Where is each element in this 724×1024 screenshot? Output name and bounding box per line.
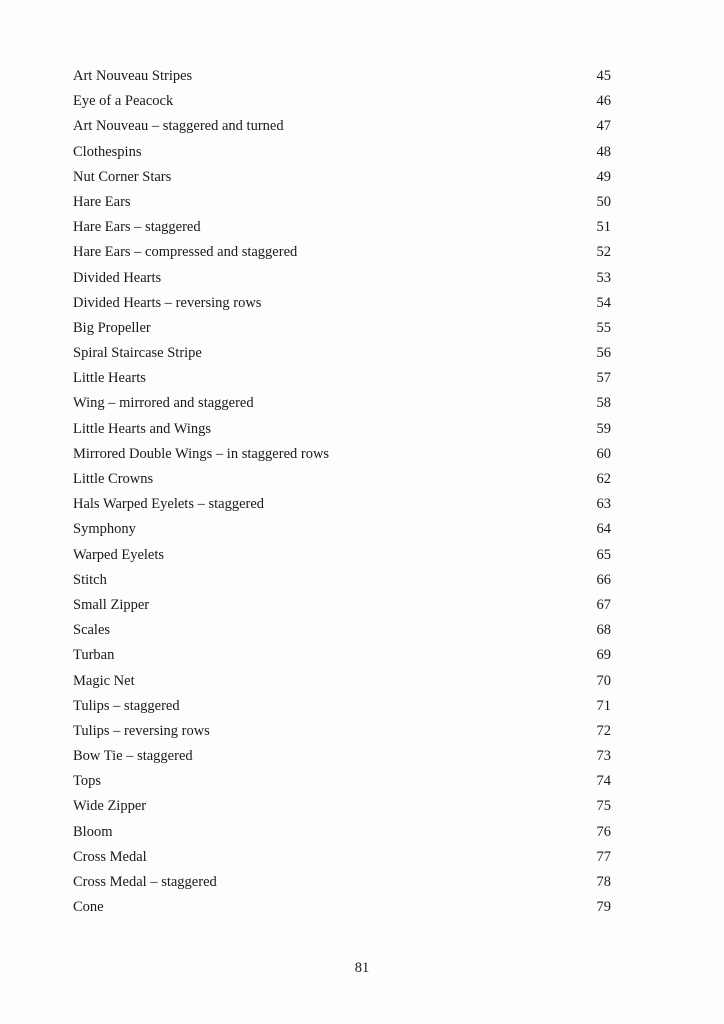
toc-entry — [73, 593, 611, 618]
toc-entry-title: Hals Warped Eyelets – staggered — [73, 496, 265, 513]
toc-entry — [73, 190, 611, 215]
toc-entry-title: Mirrored Double Wings – in staggered rows — [73, 445, 330, 462]
toc-entry-page: 73 — [596, 748, 611, 765]
toc-entry — [73, 568, 611, 593]
toc-entry-title: Bloom — [73, 823, 113, 840]
toc-entry — [73, 417, 611, 442]
toc-entry-title: Hare Ears — [73, 193, 131, 210]
toc-entry-page: 55 — [596, 319, 611, 336]
toc-entry-page: 56 — [596, 345, 611, 362]
toc-entry — [73, 895, 611, 920]
toc-entry — [73, 64, 611, 89]
toc-entry-page: 48 — [596, 143, 611, 160]
toc-entry-page: 63 — [596, 496, 611, 513]
toc-entry — [73, 140, 611, 165]
toc-entry — [73, 114, 611, 139]
toc-entry-title: Art Nouveau Stripes — [73, 68, 193, 84]
toc-entry — [73, 165, 611, 190]
toc-entry-title: Symphony — [73, 521, 136, 538]
toc-entry-page: 66 — [596, 571, 611, 588]
toc-entry-title: Clothespins — [73, 143, 142, 160]
toc-entry-title: Tops — [73, 773, 101, 790]
toc-entry-title: Warped Eyelets — [73, 546, 165, 563]
toc-entry-title: Little Hearts — [73, 370, 146, 387]
toc-entry-page: 50 — [596, 193, 611, 210]
toc-entry-title: Magic Net — [73, 672, 135, 689]
toc-entry — [73, 492, 611, 517]
toc-entry-title: Divided Hearts – reversing rows — [73, 294, 262, 311]
toc-entry — [73, 517, 611, 542]
toc-entry — [73, 442, 611, 467]
toc-entry-title: Hare Ears – staggered — [73, 219, 201, 236]
toc-entry-title: Nut Corner Stars — [73, 168, 172, 185]
toc-entry-page: 70 — [596, 672, 611, 689]
toc-entry-page: 52 — [596, 244, 611, 261]
toc-entry-page: 67 — [596, 596, 611, 613]
toc-entry-page: 47 — [596, 118, 611, 135]
toc-entry-title: Stitch — [73, 571, 107, 588]
toc-entry — [73, 669, 611, 694]
toc-entry — [73, 316, 611, 341]
toc-entry — [73, 845, 611, 870]
toc-entry-page: 62 — [596, 471, 611, 487]
toc-entry — [73, 240, 611, 265]
toc-entry-page: 57 — [596, 370, 611, 387]
toc-entry — [73, 391, 611, 416]
toc-entry-title: Small Zipper — [73, 596, 150, 613]
toc-entry-page: 69 — [596, 647, 611, 664]
toc-entry-title: Hare Ears – compressed and staggered — [73, 244, 298, 261]
toc-entry-page: 79 — [596, 899, 611, 916]
toc-entry — [73, 341, 611, 366]
toc-entry-title: Big Propeller — [73, 319, 151, 336]
toc-entry-title: Art Nouveau – staggered and turned — [73, 118, 284, 135]
toc-entry-title: Scales — [73, 622, 111, 639]
table-of-contents — [73, 64, 611, 920]
toc-entry — [73, 643, 611, 668]
toc-entry — [73, 694, 611, 719]
toc-entry-page: 72 — [596, 722, 611, 739]
toc-entry-title: Wide Zipper — [73, 798, 147, 815]
toc-entry — [73, 794, 611, 819]
toc-entry-title: Turban — [73, 647, 115, 664]
toc-entry-page: 77 — [596, 848, 611, 865]
toc-entry-title: Little Hearts and Wings — [73, 420, 212, 437]
toc-entry — [73, 215, 611, 240]
toc-entry-page: 64 — [596, 521, 611, 538]
toc-entry-page: 58 — [596, 395, 611, 412]
toc-entry-page: 54 — [596, 294, 611, 311]
toc-entry — [73, 266, 611, 291]
toc-entry-title: Eye of a Peacock — [73, 93, 174, 110]
toc-entry-title: Spiral Staircase Stripe — [73, 345, 202, 362]
toc-entry-page: 71 — [596, 697, 611, 714]
toc-entry — [73, 291, 611, 316]
toc-entry-title: Wing – mirrored and staggered — [73, 395, 254, 412]
toc-entry — [73, 769, 611, 794]
toc-entry-title: Cone — [73, 899, 104, 916]
page-number: 81 — [354, 960, 370, 976]
toc-entry-page: 78 — [596, 874, 611, 890]
toc-entry-page: 59 — [596, 420, 611, 437]
toc-entry-title: Cross Medal — [73, 848, 147, 865]
toc-entry-page: 45 — [596, 68, 611, 84]
toc-entry-page: 60 — [596, 445, 611, 462]
toc-entry-page: 76 — [596, 823, 611, 840]
toc-entry — [73, 543, 611, 568]
toc-entry-title: Little Crowns — [73, 471, 154, 487]
toc-entry — [73, 366, 611, 391]
toc-entry-page: 74 — [596, 773, 611, 790]
toc-entry-page: 65 — [596, 546, 611, 563]
toc-entry — [73, 89, 611, 114]
toc-entry — [73, 467, 611, 492]
toc-entry-title: Bow Tie – staggered — [73, 748, 193, 765]
toc-entry-title: Tulips – reversing rows — [73, 722, 210, 739]
toc-entry-page: 46 — [596, 93, 611, 110]
toc-entry — [73, 870, 611, 895]
toc-entry — [73, 719, 611, 744]
toc-entry-title: Divided Hearts — [73, 269, 162, 286]
toc-entry-page: 53 — [596, 269, 611, 286]
toc-entry-page: 75 — [596, 798, 611, 815]
toc-entry-title: Tulips – staggered — [73, 697, 180, 714]
toc-entry-page: 51 — [596, 219, 611, 236]
toc-entry-title: Cross Medal – staggered — [73, 874, 217, 890]
toc-entry-page: 68 — [596, 622, 611, 639]
toc-entry-page: 49 — [596, 168, 611, 185]
toc-entry — [73, 820, 611, 845]
toc-entry — [73, 744, 611, 769]
toc-entry — [73, 618, 611, 643]
